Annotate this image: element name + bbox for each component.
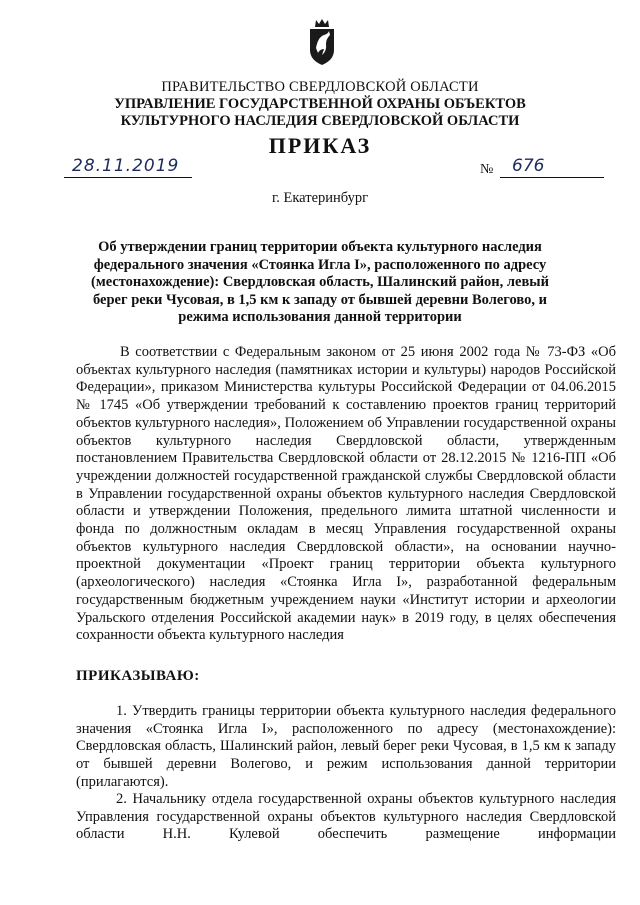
number-label: № <box>480 162 494 177</box>
coat-of-arms-icon <box>307 18 337 66</box>
document-number: 676 <box>500 156 604 178</box>
department-name: УПРАВЛЕНИЕ ГОСУДАРСТВЕННОЙ ОХРАНЫ ОБЪЕКТОВ КУЛЬТУРНОГО НАСЛЕДИЯ СВЕРДЛОВСКОЙ ОБЛАСТИ <box>114 96 526 129</box>
order-item: 2. Начальнику отдела государственной охраны объектов культурного наследия Управления государственной охраны объектов культурного наследия Свердловской области Н.Н. Кулевой обеспечить размещение информации <box>76 791 616 843</box>
order-title: Об утверждении границ территории объекта культурного наследия федерального значения «Стоянка Игла I», расположенного по адресу (местонахождение): Свердловская область, Шалинский район, левый берег реки Чусовая, в 1,5 км к западу от бывшей деревни Волегово, и режима использования данной территории <box>91 239 549 326</box>
preamble-paragraph: В соответствии с Федеральным законом от 25 июня 2002 года № 73-ФЗ «Об объектах культурного наследия (памятниках истории и культуры) народов Российской Федерации», приказом Министерства культуры Российской Федерации от 04.06.2015 № 1745 «Об утверждении требований к составлению проектов границ территорий объектов культурного наследия», Положением об Управлении государственной охраны объектов культурного наследия Свердловской области, утвержденным постановлением Правительства Свердловской области от 28.12.2015 № 1216-ПП «Об учреждении должностей государственной гражданской службы Свердловской области в Управлении государственной охраны объектов культурного наследия Свердловской области и утверждении Положения, предельного лимита штатной численности и фонда по должностным окладам в месяц Управления государственной охраны объектов культурного наследия Свердловской области», на основании научно-проектной документации «Проект границ территории объекта культурного (археологического) наследия «Стоянка Игла I», разработанной федеральным государственным бюджетным учреждением науки «Институт истории и археологии Уральского отделения Российской академии наук» в 2019 году, в целях обеспечения сохранности объекта культурного наследия <box>76 344 616 644</box>
government-name: ПРАВИТЕЛЬСТВО СВЕРДЛОВСКОЙ ОБЛАСТИ <box>161 79 479 95</box>
document-type: ПРИКАЗ <box>268 133 372 158</box>
order-word: ПРИКАЗЫВАЮ: <box>76 668 200 684</box>
order-item: 1. Утвердить границы территории объекта культурного наследия федерального значения «Стоянка Игла I», расположенного по адресу (местонахождение): Свердловская область, Шалинский район, левый берег реки Чусовая, в 1,5 км к западу от бывшей деревни Волегово, и режим использования данной территории (прилагаются). <box>76 703 616 790</box>
document-date: 28.11.2019 <box>64 156 192 178</box>
city: г. Екатеринбург <box>271 190 369 206</box>
